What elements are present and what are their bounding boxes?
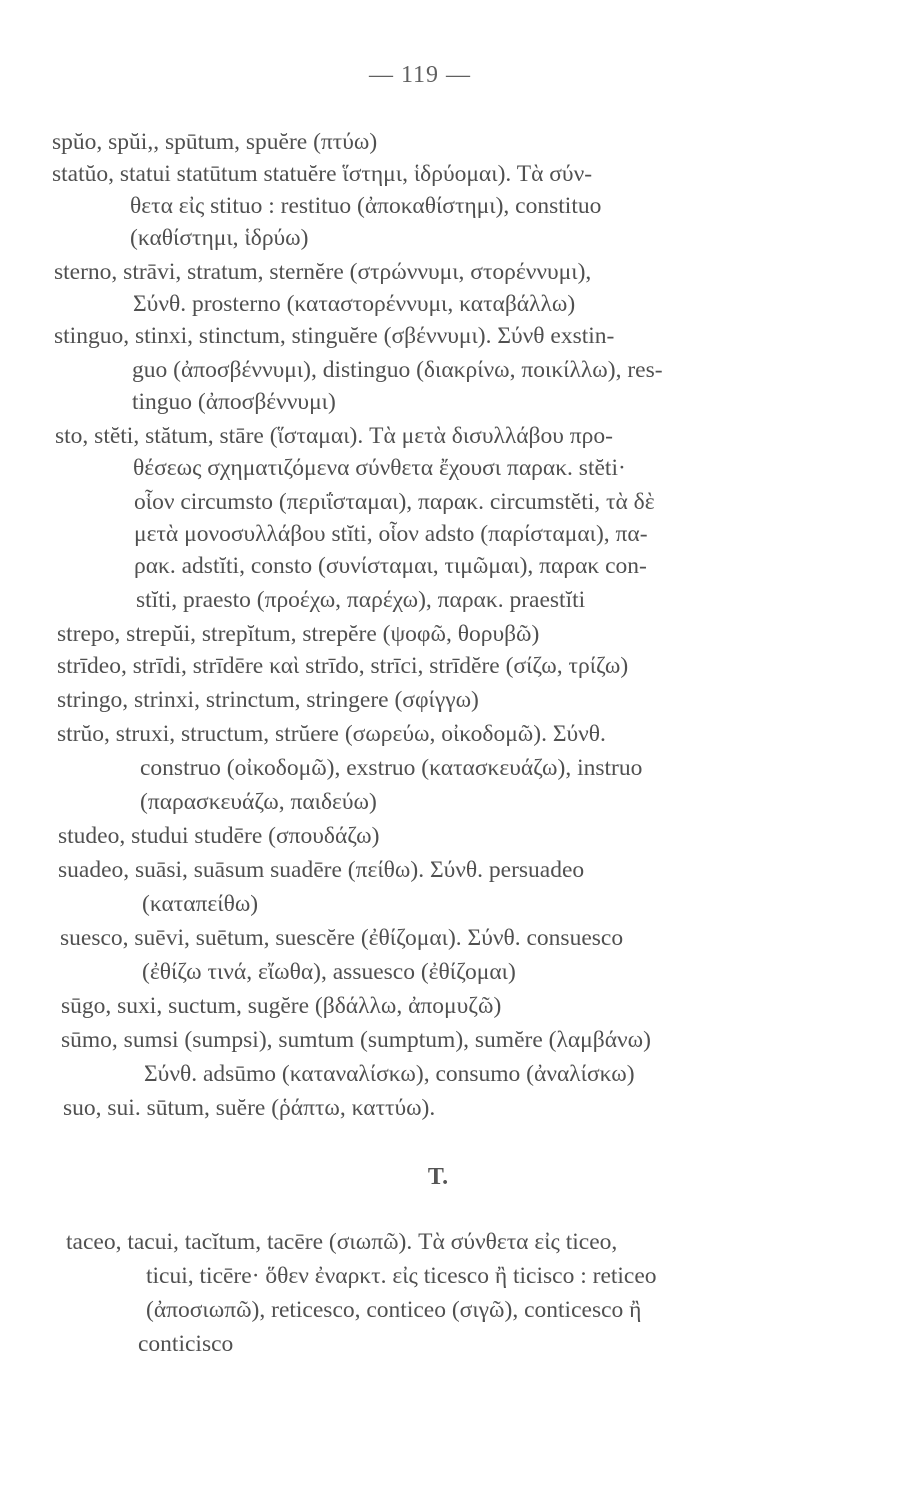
text-line: stinguo, stinxi, stinctum, stinguĕre (σβέννυμι). Σύνθ exstin- [54, 323, 615, 349]
text-line: (καθίστημι, ἱδρύω) [130, 225, 309, 251]
text-line: θετα εἰς stituo : restituo (ἀποκαθίστημι), constituo [130, 193, 602, 219]
text-line: (καταπείθω) [142, 891, 259, 917]
text-line: stĭti, praesto (προέχω, παρέχω), παρακ. praestĭti [136, 587, 586, 613]
text-line: guo (ἀποσβέννυμι), distinguo (διακρίνω, ποικίλλω), res- [132, 357, 663, 383]
section-heading: T. [427, 1164, 449, 1190]
text-line: ticui, ticēre· ὅθεν ἐναρκτ. εἰς ticesco ἢ ticisco : reticeo [146, 1263, 657, 1289]
text-line: construo (οἰκοδομῶ), exstruo (κατασκευάζω), instruo [140, 755, 643, 781]
text-line: stringo, strinxi, strinctum, stringere (σφίγγω) [57, 687, 479, 713]
text-line: tinguo (ἀποσβέννυμι) [132, 389, 336, 415]
text-line: statŭo, statui statūtum statuĕre ἵστημι, ἱδρύομαι). Τὰ σύν- [52, 161, 593, 187]
page-number: — 119 — [368, 62, 472, 88]
text-line: suo, sui. sūtum, suĕre (ῥάπτω, καττύω). [63, 1095, 436, 1121]
text-line: sto, stĕti, stătum, stāre (ἵσταμαι). Τὰ μετὰ δισυλλάβου προ- [55, 423, 613, 449]
text-line: suesco, suēvi, suētum, suescĕre (ἐθίζομαι). Σύνθ. consuesco [60, 925, 624, 951]
text-line: studeo, studui studēre (σπουδάζω) [58, 823, 380, 849]
text-line: ρακ. adstĭti, consto (συνίσταμαι, τιμῶμαι), παρακ con- [134, 553, 647, 579]
text-line: sūmo, sumsi (sumpsi), sumtum (sumptum), sumĕre (λαμβάνω) [61, 1027, 651, 1053]
text-line: μετὰ μονοσυλλάβου stĭti, οἷον adsto (παρίσταμαι), πα- [134, 521, 648, 547]
text-line: taceo, tacui, tacĭtum, tacēre (σιωπῶ). Τὰ σύνθετα εἰς ticeo, [66, 1229, 618, 1255]
text-line: suadeo, suāsi, suāsum suadēre (πείθω). Σύνθ. persuadeo [58, 857, 585, 883]
text-line: conticisco [138, 1331, 234, 1357]
text-line: spŭo, spŭi,, spūtum, spuĕre (πτύω) [52, 129, 378, 155]
text-line: (ἀποσιωπῶ), reticesco, conticeo (σιγῶ), conticesco ἢ [146, 1297, 642, 1323]
text-line: (ἐθίζω τινά, εἴωθα), assuesco (ἐθίζομαι) [142, 959, 516, 985]
text-line: strŭo, struxi, structum, strŭere (σωρεύω, οἰκοδομῶ). Σύνθ. [57, 721, 606, 747]
text-line: sūgo, suxi, suctum, sugĕre (βδάλλω, ἀπομυζῶ) [61, 993, 502, 1019]
text-line: θέσεως σχηματιζόμενα σύνθετα ἔχουσι παρακ. stĕti· [133, 455, 626, 481]
text-line: (παρασκευάζω, παιδεύω) [140, 789, 377, 815]
text-line: οἷον circumsto (περιΐσταμαι), παρακ. circumstĕti, τὰ δὲ [134, 489, 655, 515]
text-line: strīdeo, strīdi, strīdēre καὶ strīdo, strīci, strīdĕre (σίζω, τρίζω) [57, 653, 629, 679]
text-line: sterno, strāvi, stratum, sternĕre (στρώννυμι, στορέννυμι), [54, 259, 592, 285]
text-line: strepo, strepŭi, strepĭtum, strepĕre (ψοφῶ, θορυβῶ) [57, 621, 540, 647]
text-line: Σύνθ. prosterno (καταστορέννυμι, καταβάλλω) [133, 291, 576, 317]
text-line: Σύνθ. adsūmo (καταναλίσκω), consumo (ἀναλίσκω) [144, 1061, 635, 1087]
